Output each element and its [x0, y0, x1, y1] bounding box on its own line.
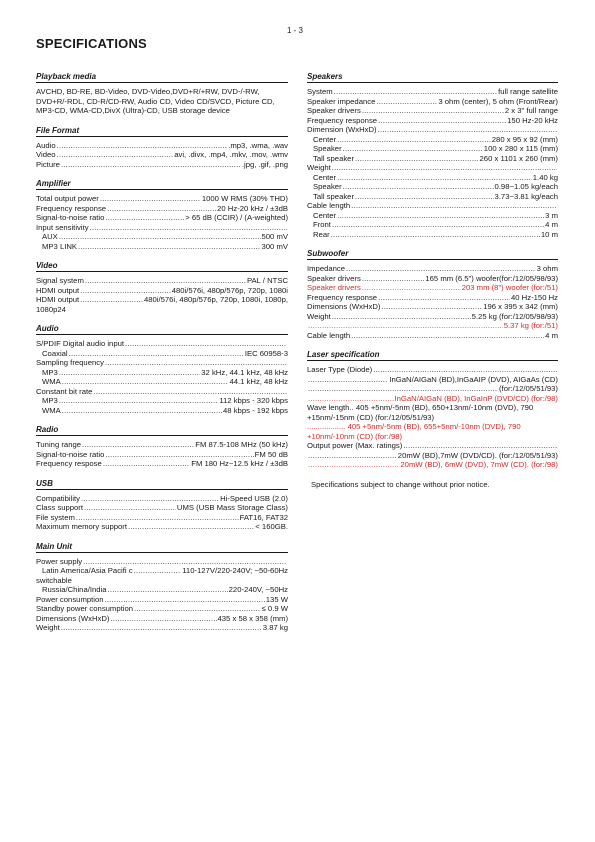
spec-label: Audio: [36, 140, 56, 150]
section-file-format: [36, 126, 288, 170]
leader-dots: [105, 358, 287, 368]
spec-row-speaker-drivers: [307, 106, 558, 116]
spec-value: UMS (USB Mass Storage Class): [176, 503, 288, 512]
laser-value: 20mW (BD), 6mW (DVD), 7mW (CD). (for:/98): [400, 460, 558, 469]
spec-label: Impedance: [307, 264, 346, 273]
spec-row-weight: [307, 312, 558, 322]
spec-row-signal-system: [36, 276, 288, 286]
leader-dots: [362, 106, 504, 116]
spec-label: Front: [313, 220, 331, 229]
spec-value: 135 W: [265, 594, 288, 604]
section-playback-media: [36, 72, 288, 116]
spec-label: Speaker: [313, 182, 342, 191]
spec-label: Dimensions (WxHxD): [307, 302, 381, 311]
leader-dots: [57, 150, 174, 160]
spec-row-speaker-drivers: [307, 283, 558, 293]
spec-value: 4 m: [545, 330, 558, 340]
leader-dots: [373, 365, 557, 375]
leader-dots: [82, 440, 194, 450]
leader-dots: [103, 459, 190, 469]
spec-label: MP3 LINK: [42, 241, 78, 251]
spec-row-hdmi-output: [36, 295, 288, 305]
spec-label: Signal-to-noise ratio: [36, 449, 105, 459]
spec-row-frequency-response: [307, 293, 558, 303]
section-radio: [36, 425, 288, 469]
leader-dots: [61, 160, 241, 170]
spec-row-weight: [36, 623, 288, 633]
section-heading: USB: [36, 479, 288, 490]
right-column: [307, 72, 558, 489]
spec-row-system: [307, 87, 558, 97]
spec-row-video: [36, 150, 288, 160]
spec-label: Speaker drivers: [307, 273, 361, 283]
spec-label: Weight: [307, 311, 331, 321]
leader-dots: [343, 144, 483, 154]
leader-dots: [80, 295, 143, 305]
spec-value: FM 50 dB: [254, 449, 288, 459]
leader-dots: [85, 276, 246, 286]
section-heading: Laser specification: [307, 350, 558, 361]
leader-dots: [110, 614, 216, 624]
spec-value: 0.98~1.05 kg/each: [494, 182, 558, 191]
spec-value: full range satellite: [498, 87, 558, 96]
spec-value: 5.25 kg (for:/12/05/98/93): [471, 311, 558, 321]
section-usb: [36, 479, 288, 532]
spec-value: 1.40 kg: [532, 172, 558, 182]
spec-row-s-pdif-digital-audio-input: [36, 339, 288, 349]
spec-label: Frequency response: [307, 115, 378, 125]
leader-dots: [80, 286, 171, 296]
section-heading: File Format: [36, 126, 288, 137]
spec-value: > 65 dB (CCIR) / (A-weighted): [185, 213, 288, 222]
spec-row-compatibility: [36, 494, 288, 504]
spec-row-cable-length: [307, 331, 558, 341]
spec-label: Center: [313, 172, 337, 182]
spec-row-maximum-memory-support: [36, 522, 288, 532]
leader-dots: [83, 557, 287, 567]
spec-value: 2 x 3" full range: [504, 106, 558, 115]
spec-label: MP3: [42, 367, 58, 377]
section-heading: Video: [36, 261, 288, 272]
spec-row-aux: [36, 232, 288, 242]
leader-dots: [381, 302, 482, 312]
leader-dots: [93, 387, 287, 397]
leader-dots: [308, 460, 399, 470]
laser-line: [307, 384, 558, 394]
spec-value: 300 mV: [261, 241, 288, 251]
leader-dots: [69, 349, 244, 359]
spec-label: Signal system: [36, 276, 84, 285]
section-laser-specification: [307, 350, 558, 470]
leader-dots: [351, 201, 557, 211]
leader-dots: [108, 585, 228, 595]
leader-dots: [84, 503, 176, 513]
laser-line: [307, 365, 558, 375]
leader-dots: [308, 384, 498, 394]
laser-line: [307, 451, 558, 461]
spec-label: Power supply: [36, 556, 83, 566]
spec-label: Power consumption: [36, 594, 104, 604]
leader-dots: [346, 264, 536, 274]
leader-dots: [59, 368, 200, 378]
spec-value: 480i/576i, 480p/576p, 720p, 1080i: [171, 285, 288, 295]
spec-row-speaker: [307, 144, 558, 154]
spec-label: S/PDIF Digital audio input: [36, 339, 125, 348]
spec-label: Input sensitivity: [36, 222, 89, 232]
spec-row-power-supply: [36, 557, 288, 567]
spec-label: Weight: [36, 623, 60, 632]
continuation-text: 1080p24: [36, 304, 66, 314]
spec-label: HDMI output: [36, 285, 80, 295]
spec-row-signal-to-noise-ratio: [36, 450, 288, 460]
laser-value: InGaN/AIGaN (BD), InGaInP (DVD/CD) (for:/98): [394, 393, 558, 403]
spec-label: System: [307, 87, 333, 96]
spec-row-file-system: [36, 513, 288, 523]
spec-value: 435 x 58 x 358 (mm): [217, 613, 288, 623]
spec-label: Frequency response: [307, 292, 378, 302]
leader-dots: [62, 377, 229, 387]
spec-value: 3.87 kg: [262, 623, 288, 632]
spec-row-picture: [36, 160, 288, 170]
spec-value: 203 mm (8") woofer (for:/51): [461, 283, 558, 292]
leader-dots: [362, 274, 425, 284]
spec-row-russia-china-india: [36, 585, 288, 595]
spec-value: 3.73~3.81 kg/each: [494, 191, 558, 201]
laser-text: .................. 405 +5nm/-5nm (BD), 655+5nm/-10nm (DVD), 790 +10nm/-10nm (CD) (for:/98): [307, 422, 521, 441]
leader-dots: [57, 141, 228, 151]
section-main-unit: [36, 542, 288, 633]
spec-value: 100 x 280 x 115 (mm): [483, 144, 558, 153]
leader-dots: [403, 441, 557, 451]
spec-value: 40 Hz-150 Hz: [511, 292, 558, 302]
spec-label: Constant bit rate: [36, 386, 93, 396]
page-number: 1 - 3: [287, 26, 304, 35]
section-heading: Subwoofer: [307, 249, 558, 260]
spec-value: .mp3, .wma, .wav: [228, 140, 288, 150]
section-heading: Audio: [36, 324, 288, 335]
section-amplifier: [36, 179, 288, 251]
spec-row-dimensions-wxhxd: [307, 302, 558, 312]
spec-value: 3 m: [545, 210, 558, 220]
leader-dots: [134, 604, 261, 614]
spec-value: 112 kbps - 320 kbps: [219, 396, 288, 405]
leader-dots: [81, 494, 219, 504]
spec-row-tall-speaker: [307, 192, 558, 202]
spec-value: 3 ohm (center), 5 ohm (Front/Rear): [438, 96, 558, 106]
leader-dots: [351, 331, 544, 341]
section-video: [36, 261, 288, 314]
leader-dots: [355, 154, 478, 164]
leader-dots: [59, 396, 219, 406]
spec-label: Signal-to-noise ratio: [36, 213, 105, 222]
leader-dots: [337, 211, 544, 221]
spec-row-constant-bit-rate: [36, 387, 288, 397]
spec-label: AUX: [42, 232, 58, 241]
section-heading: Playback media: [36, 72, 288, 83]
spec-label: Frequency response: [36, 203, 107, 213]
spec-value: 3 ohm: [536, 264, 558, 273]
spec-label: Latin America/Asia Pacifi c: [42, 566, 133, 575]
spec-value: 196 x 395 x 342 (mm): [483, 302, 558, 311]
leader-dots: [334, 87, 498, 97]
spec-row-signal-to-noise-ratio: [36, 213, 288, 223]
spec-row-weight: [307, 163, 558, 173]
laser-text: Wave length.. 405 +5nm/-5nm (BD), 650+13nm/-10nm (DVD), 790 +15nm/-15nm (CD) (for:/12/05/51/93): [307, 403, 534, 422]
spec-value: 150 Hz-20 kHz: [507, 115, 558, 125]
laser-line: [307, 394, 558, 404]
laser-label: Laser Type (Diode): [307, 365, 373, 374]
spec-row-latin-america-asia-pacifi-c: [36, 566, 288, 576]
spec-label: Speaker drivers: [307, 106, 361, 115]
spec-label: Speaker impedance: [307, 96, 376, 106]
section-heading: Amplifier: [36, 179, 288, 190]
spec-label: Russia/China/India: [42, 585, 107, 594]
spec-label: MP3: [42, 396, 58, 405]
spec-row-wma: [36, 377, 288, 387]
spec-value: avi, .divx, .mp4, .mkv, .mov, .wmv: [174, 150, 288, 159]
spec-row-mp3-link: [36, 242, 288, 252]
leader-dots: [308, 394, 394, 404]
continuation-text: switchable: [36, 575, 72, 585]
leader-dots: [59, 232, 261, 242]
spec-label: Standby power consumption: [36, 604, 134, 613]
spec-value: 220-240V, ~50Hz: [228, 585, 288, 594]
leader-dots: [90, 223, 287, 233]
spec-value: 32 kHz, 44.1 kHz, 48 kHz: [201, 367, 288, 377]
leader-dots: [308, 375, 388, 385]
laser-line: [307, 375, 558, 385]
spec-label: Speaker: [313, 144, 342, 153]
leader-dots: [362, 283, 461, 293]
spec-value: 20 Hz-20 kHz / ±3dB: [217, 203, 288, 213]
spec-row-tuning-range: [36, 440, 288, 450]
spec-row-audio: [36, 141, 288, 151]
spec-label: Tall speaker: [313, 153, 355, 163]
spec-value: 500 mV: [261, 232, 288, 241]
spec-label: Tuning range: [36, 440, 82, 449]
left-column: [36, 72, 288, 643]
spec-row-standby-power-consumption: [36, 604, 288, 614]
laser-label: Output power (Max. ratings): [307, 441, 403, 450]
leader-dots: [332, 312, 471, 322]
spec-label: Class support: [36, 503, 83, 512]
section-heading: Main Unit: [36, 542, 288, 553]
spec-label: Cable length: [307, 330, 351, 340]
spec-row-speaker-drivers: [307, 274, 558, 284]
spec-row-center: [307, 211, 558, 221]
section-audio: [36, 324, 288, 415]
spec-row-impedance: [307, 264, 558, 274]
spec-value: 48 kbps - 192 kbps: [223, 405, 288, 415]
leader-dots: [378, 116, 506, 126]
spec-row-center: [307, 173, 558, 183]
leader-dots: [337, 173, 532, 183]
leader-dots: [343, 182, 494, 192]
spec-row-power-consumption: [36, 595, 288, 605]
spec-row-class-support: [36, 503, 288, 513]
spec-value: 44.1 kHz, 48 kHz: [229, 377, 288, 386]
leader-dots: [107, 204, 216, 214]
spec-value: ≤ 0.9 W: [261, 604, 288, 613]
spec-row-input-sensitivity: [36, 223, 288, 233]
spec-value: 1000 W RMS (30% THD): [201, 194, 288, 203]
spec-label: Rear: [313, 229, 330, 239]
spec-label: Cable length: [307, 201, 351, 210]
leader-dots: [62, 406, 222, 416]
spec-label: HDMI output: [36, 295, 80, 304]
spec-value: 10 m: [540, 229, 558, 239]
spec-label: Video: [36, 150, 56, 159]
spec-value: 165 mm (6.5") woofer(for:/12/05/98/93): [425, 273, 558, 283]
spec-row-5-37-kg-for-51: [307, 321, 558, 331]
spec-row-sampling-frequency: [36, 358, 288, 368]
spec-row-mp3: [36, 368, 288, 378]
laser-value: InGaN/AIGaN (BD),InGaAIP (DVD), AIGaAs (CD): [389, 374, 558, 384]
spec-label: Maximum memory support: [36, 522, 127, 531]
spec-row-frequency-respose: [36, 459, 288, 469]
spec-label: Coaxial: [42, 348, 68, 358]
leader-dots: [105, 213, 184, 223]
spec-value: FM 87.5-108 MHz (50 kHz): [195, 440, 288, 449]
spec-label: WMA: [42, 405, 61, 415]
section-subwoofer: [307, 249, 558, 340]
leader-dots: [128, 522, 254, 532]
spec-row-hdmi-output: [36, 286, 288, 296]
spec-row-frequency-response: [36, 204, 288, 214]
section-heading: Radio: [36, 425, 288, 436]
section-speakers: [307, 72, 558, 239]
spec-value: 260 x 1101 x 260 (mm): [479, 153, 558, 163]
leader-dots: [308, 321, 503, 331]
leader-dots: [378, 125, 557, 135]
leader-dots: [125, 339, 287, 349]
spec-row-tall-speaker: [307, 154, 558, 164]
leader-dots: [61, 623, 262, 633]
spec-row-rear: [307, 230, 558, 240]
leader-dots: [355, 192, 493, 202]
spec-row-speaker: [307, 182, 558, 192]
section-heading: Speakers: [307, 72, 558, 83]
laser-line: [307, 460, 558, 470]
leader-dots: [332, 220, 544, 230]
spec-value: FM 180 Hz~12.5 kHz / ±3dB: [191, 459, 288, 468]
spec-value: .jpg, .gif, .png: [241, 159, 288, 169]
spec-label: Frequency respose: [36, 459, 102, 468]
spec-label: Center: [313, 134, 337, 144]
leader-dots: [308, 451, 397, 461]
spec-value: 280 x 95 x 92 (mm): [491, 134, 558, 144]
leader-dots: [376, 97, 437, 107]
spec-value: 480i/576i, 480p/576p, 720p, 1080i, 1080p,: [143, 295, 288, 304]
spec-row-dimensions-wxhxd: [36, 614, 288, 624]
leader-dots: [105, 595, 265, 605]
spec-label: Tall speaker: [313, 191, 355, 201]
spec-label: WMA: [42, 377, 61, 386]
spec-row-center: [307, 135, 558, 145]
spec-value: < 160GB.: [255, 522, 288, 531]
spec-label: Compatibility: [36, 493, 81, 503]
spec-value: 4 m: [545, 220, 558, 229]
spec-value: 110-127V/220-240V; ~50-60Hz: [182, 566, 288, 575]
leader-dots: [332, 163, 557, 173]
leader-dots: [100, 194, 201, 204]
spec-row-speaker-impedance: [307, 97, 558, 107]
leader-dots: [337, 135, 491, 145]
spec-row-wma: [36, 406, 288, 416]
spec-label: Dimensions (WxHxD): [36, 613, 110, 623]
spec-row-cable-length: [307, 201, 558, 211]
spec-label: Total output power: [36, 194, 99, 203]
spec-label: Center: [313, 210, 337, 220]
leader-dots: [134, 566, 182, 576]
spec-value: Hi-Speed USB (2.0): [220, 493, 288, 503]
footnote: Specifications subject to change without prior notice.: [311, 479, 490, 489]
spec-row-frequency-response: [307, 116, 558, 126]
spec-row-total-output-power: [36, 194, 288, 204]
leader-dots: [331, 230, 540, 240]
page-title: SPECIFICATIONS: [36, 36, 147, 51]
spec-label: File system: [36, 512, 75, 522]
spec-label: Speaker drivers: [307, 283, 361, 292]
spec-label: Weight: [307, 163, 331, 172]
spec-row-mp3: [36, 396, 288, 406]
spec-value: FAT16, FAT32: [239, 512, 288, 522]
spec-row-front: [307, 220, 558, 230]
spec-label: Dimension (WxHxD): [307, 125, 377, 134]
spec-value: 5.37 kg (for:/51): [503, 321, 558, 330]
spec-row-coaxial: [36, 349, 288, 359]
spec-value: IEC 60958-3: [244, 348, 288, 358]
section-text: AVCHD, BD-RE, BD-Video, DVD-Video,DVD+R/+RW, DVD-/-RW, DVD+R/-RDL, CD-R/CD-RW, Audio CD, Video CD/SVCD, Picture CD, MP3-CD, WMA-CD,DivX (Ultra)-CD, USB storage device: [36, 87, 275, 115]
leader-dots: [78, 242, 260, 252]
leader-dots: [76, 513, 239, 523]
laser-line: [307, 441, 558, 451]
leader-dots: [378, 293, 510, 303]
laser-value: (for:/12/05/51/93): [499, 384, 558, 393]
laser-value: 20mW (BD),7mW (DVD/CD). (for:/12/05/51/93): [397, 450, 558, 460]
leader-dots: [105, 450, 253, 460]
spec-label: Sampling frequency: [36, 358, 104, 367]
spec-value: PAL / NTSC: [246, 276, 288, 285]
spec-label: Picture: [36, 159, 60, 169]
spec-row-dimension-wxhxd: [307, 125, 558, 135]
